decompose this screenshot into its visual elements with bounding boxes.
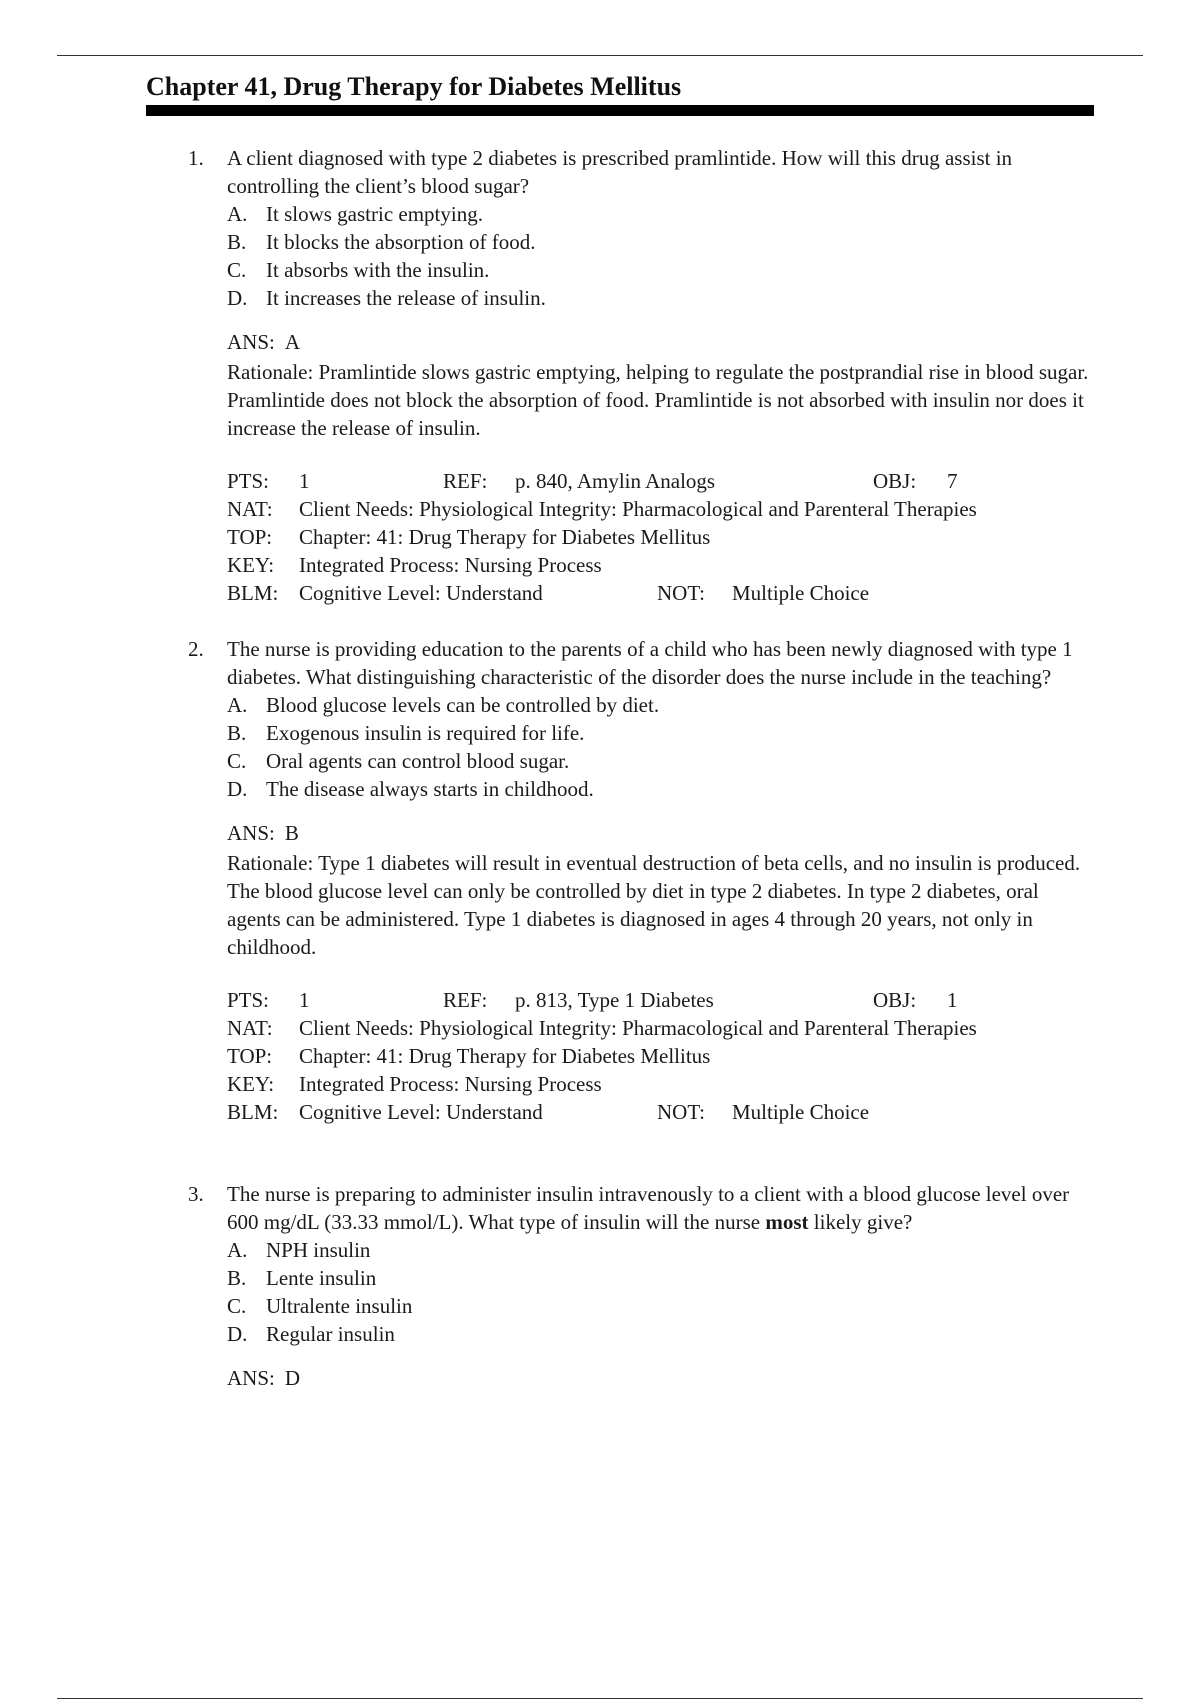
option-letter: A. — [227, 1238, 248, 1262]
question-1-header — [146, 144, 1096, 200]
not-value: Multiple Choice — [732, 581, 870, 605]
option-letter: A. — [227, 202, 248, 226]
meta-row-key — [227, 551, 1096, 579]
stem-emphasis: most — [765, 1210, 809, 1234]
question-3-header — [146, 1180, 1096, 1236]
top-value: Chapter: 41: Drug Therapy for Diabetes Mellitus — [299, 525, 711, 549]
option-letter: B. — [227, 721, 247, 745]
question-3 — [146, 1180, 1096, 1392]
option-letter: D. — [227, 286, 248, 310]
option-letter: A. — [227, 693, 248, 717]
question-number: 3. — [188, 1182, 204, 1206]
answer-line — [227, 819, 1096, 847]
option-letter: C. — [227, 1294, 247, 1318]
option-text: Blood glucose levels can be controlled by diet. — [266, 693, 660, 717]
nat-label: NAT: — [227, 497, 273, 521]
answer-block — [227, 328, 1096, 442]
nat-label: NAT: — [227, 1016, 273, 1040]
question-stem: The nurse is providing education to the parents of a child who has been newly diagnosed with type 1 diabetes. What distinguishing characteristic of the disorder does the nurse include in the teaching? — [227, 637, 1073, 689]
meta-row-top — [227, 523, 1096, 551]
option-letter: D. — [227, 777, 248, 801]
question-number: 2. — [188, 637, 204, 661]
option-letter: D. — [227, 1322, 248, 1346]
pts-label: PTS: — [227, 988, 270, 1012]
option-text: Exogenous insulin is required for life. — [266, 721, 585, 745]
stem-text: The nurse is preparing to administer insulin intravenously to a client with a blood glucose level over 600 mg/dL (33.33 mmol/L). What type of insulin will the nurse — [227, 1182, 1070, 1234]
question-2 — [146, 635, 1096, 1126]
obj-value: 1 — [947, 988, 958, 1012]
meta-row-blm — [227, 1098, 1096, 1126]
option-a — [227, 1236, 1096, 1264]
answer-value: B — [284, 821, 299, 845]
option-letter: B. — [227, 230, 247, 254]
option-text: Lente insulin — [266, 1266, 377, 1290]
ref-value: p. 840, Amylin Analogs — [515, 469, 716, 493]
question-metadata — [227, 467, 1096, 607]
question-1 — [146, 144, 1096, 607]
rationale: Rationale: Type 1 diabetes will result in eventual destruction of beta cells, and no insulin is produced. The blood glucose level can only be controlled by diet in type 2 diabetes. In type 2 diabetes, oral agents can be administered. Type 1 diabetes is diagnosed in ages 4 through 20 years, not only in childhood. — [227, 851, 1081, 959]
rationale: Rationale: Pramlintide slows gastric emptying, helping to regulate the postprandial rise in blood sugar. Pramlintide does not block the absorption of food. Pramlintide is not absorbed with insulin nor does it increase the release of insulin. — [227, 360, 1089, 440]
stem-text: likely give? — [808, 1210, 913, 1234]
answer-label: ANS: — [227, 330, 275, 354]
option-d — [227, 775, 1096, 803]
ref-label: REF: — [443, 988, 488, 1012]
question-number: 1. — [188, 146, 204, 170]
answer-line — [227, 328, 1096, 356]
option-letter: B. — [227, 1266, 247, 1290]
option-c — [227, 256, 1096, 284]
option-text: Regular insulin — [266, 1322, 395, 1346]
pts-value: 1 — [299, 469, 310, 493]
not-value: Multiple Choice — [732, 1100, 870, 1124]
top-label: TOP: — [227, 525, 273, 549]
key-value: Integrated Process: Nursing Process — [299, 553, 602, 577]
answer-label: ANS: — [227, 821, 275, 845]
option-text: NPH insulin — [266, 1238, 371, 1262]
option-text: Ultralente insulin — [266, 1294, 413, 1318]
question-2-header — [146, 635, 1096, 691]
option-text: Oral agents can control blood sugar. — [266, 749, 570, 773]
ref-label: REF: — [443, 469, 488, 493]
question-stem: A client diagnosed with type 2 diabetes is prescribed pramlintide. How will this drug assist in controlling the client’s blood sugar? — [227, 146, 1013, 198]
answer-options — [227, 691, 1096, 803]
option-b — [227, 228, 1096, 256]
blm-label: BLM: — [227, 581, 279, 605]
answer-value: D — [284, 1366, 301, 1390]
option-text: The disease always starts in childhood. — [266, 777, 594, 801]
answer-value: A — [284, 330, 301, 354]
meta-row-pts — [227, 467, 1096, 495]
blm-value: Cognitive Level: Understand — [299, 1100, 543, 1124]
option-letter: C. — [227, 749, 247, 773]
option-text: It absorbs with the insulin. — [266, 258, 490, 282]
option-b — [227, 719, 1096, 747]
option-text: It blocks the absorption of food. — [266, 230, 536, 254]
pts-label: PTS: — [227, 469, 270, 493]
meta-row-pts — [227, 986, 1096, 1014]
answer-block — [227, 819, 1096, 961]
meta-row-key — [227, 1070, 1096, 1098]
obj-label: OBJ: — [873, 469, 917, 493]
nat-value: Client Needs: Physiological Integrity: Pharmacological and Parenteral Therapies — [299, 497, 977, 521]
option-b — [227, 1264, 1096, 1292]
key-value: Integrated Process: Nursing Process — [299, 1072, 602, 1096]
chapter-title: Chapter 41, Drug Therapy for Diabetes Mellitus — [146, 72, 682, 101]
meta-row-nat — [227, 1014, 1096, 1042]
top-value: Chapter: 41: Drug Therapy for Diabetes Mellitus — [299, 1044, 711, 1068]
bottom-rule — [57, 1698, 1143, 1699]
blm-value: Cognitive Level: Understand — [299, 581, 543, 605]
option-text: It increases the release of insulin. — [266, 286, 546, 310]
blm-label: BLM: — [227, 1100, 279, 1124]
ref-value: p. 813, Type 1 Diabetes — [515, 988, 714, 1012]
option-letter: C. — [227, 258, 247, 282]
not-label: NOT: — [657, 1100, 705, 1124]
answer-label: ANS: — [227, 1366, 275, 1390]
option-c — [227, 1292, 1096, 1320]
meta-row-blm — [227, 579, 1096, 607]
question-stem — [227, 1180, 1096, 1236]
meta-row-nat — [227, 495, 1096, 523]
option-a — [227, 200, 1096, 228]
question-metadata — [227, 986, 1096, 1126]
obj-value: 7 — [947, 469, 958, 493]
option-c — [227, 747, 1096, 775]
key-label: KEY: — [227, 553, 275, 577]
key-label: KEY: — [227, 1072, 275, 1096]
top-rule — [57, 55, 1143, 56]
obj-label: OBJ: — [873, 988, 917, 1012]
meta-row-top — [227, 1042, 1096, 1070]
top-label: TOP: — [227, 1044, 273, 1068]
option-d — [227, 1320, 1096, 1348]
title-underline-bar — [146, 105, 1094, 116]
answer-block — [227, 1364, 1096, 1392]
answer-options — [227, 1236, 1096, 1348]
pts-value: 1 — [299, 988, 310, 1012]
not-label: NOT: — [657, 581, 705, 605]
answer-options — [227, 200, 1096, 312]
answer-line — [227, 1364, 1096, 1392]
nat-value: Client Needs: Physiological Integrity: Pharmacological and Parenteral Therapies — [299, 1016, 977, 1040]
option-d — [227, 284, 1096, 312]
option-a — [227, 691, 1096, 719]
option-text: It slows gastric emptying. — [266, 202, 483, 226]
